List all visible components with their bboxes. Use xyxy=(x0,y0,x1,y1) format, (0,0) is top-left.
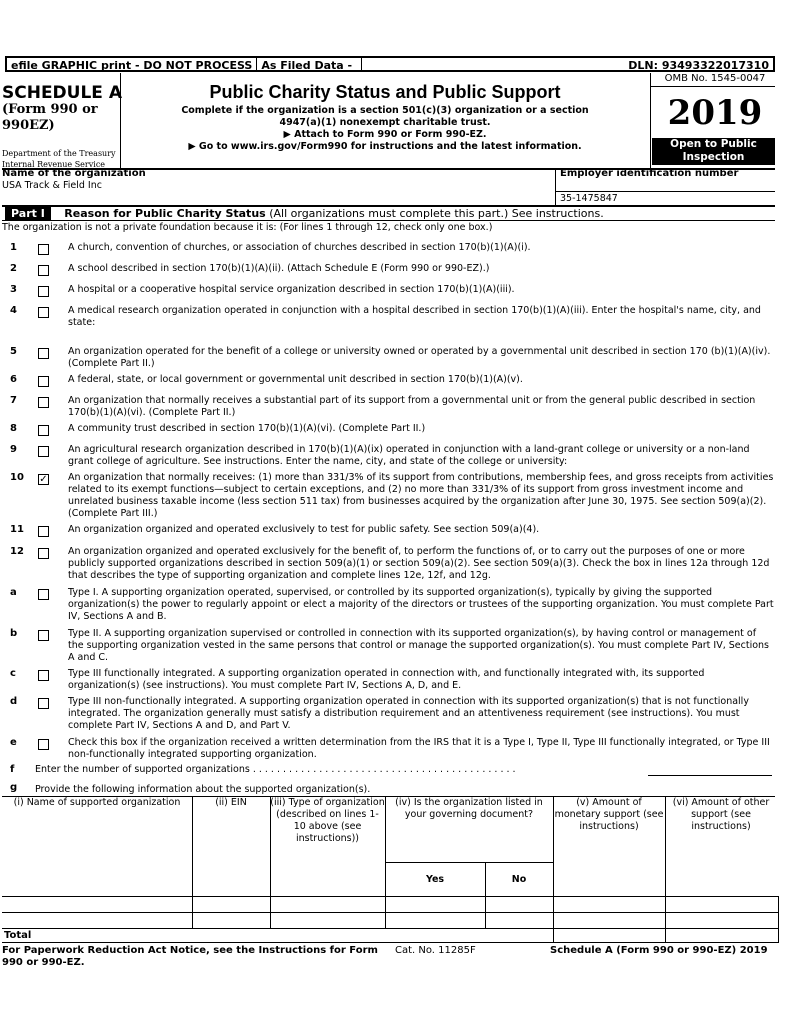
col-header-type: (iii) Type of organization (described on lines 1- 10 above (see instructions)) xyxy=(270,797,385,844)
org-name: USA Track & Field Inc xyxy=(2,180,102,191)
efile-label: efile GRAPHIC print - DO NOT PROCESS xyxy=(7,58,257,70)
tax-year: 2019 xyxy=(667,93,763,133)
checkbox-line-7[interactable] xyxy=(38,397,49,408)
line-num-9: 9 xyxy=(10,444,17,455)
checkbox-line-c[interactable] xyxy=(38,670,49,681)
checkbox-line-d[interactable] xyxy=(38,698,49,709)
checkbox-line-8[interactable] xyxy=(38,425,49,436)
checkbox-line-4[interactable] xyxy=(38,307,49,318)
line-text-3: A hospital or a cooperative hospital service organization described in section 170(b)(1)(A)(iii). xyxy=(68,284,515,295)
ein-label: Employer identification number xyxy=(560,168,739,179)
line-num-e: e xyxy=(10,737,17,748)
line-num-7: 7 xyxy=(10,395,17,406)
col-header-other: (vi) Amount of other support (see instructions) xyxy=(672,797,770,832)
line-text-10: An organization that normally receives: (1) more than 331/3% of its support from contributions, membership fees, and gross receipts from activities related to its exempt functions—subject to certain exceptions, and (2) no more than 331/3% of its support from gross investment income and unrelated business taxable income (less section 511 tax) from businesses acquired by the organization after June 30, 1975. See section 509(a)(2). (Complete Part III.) xyxy=(68,472,774,519)
line-text-6: A federal, state, or local government or governmental unit described in section 170(b)(1)(A)(v). xyxy=(68,374,523,385)
department-label: Department of the Treasury Internal Revenue Service xyxy=(2,149,116,169)
line-text-9: An agricultural research organization described in 170(b)(1)(A)(ix) operated in conjunction with a land-grant college or university or a non-land grant college of agriculture. See instructions. Enter the name, city, and state of the college or university: xyxy=(68,444,750,467)
line-num-f: f xyxy=(10,764,15,775)
col-header-name: (i) Name of supported organization xyxy=(13,797,181,808)
line-text-7: An organization that normally receives a substantial part of its support from a governmental unit or from the general public described in section 170(b)(1)(A)(vi). (Complete Part II.) xyxy=(68,395,756,418)
footer-schedule: Schedule A (Form 990 or 990-EZ) 2019 xyxy=(550,945,768,956)
line-num-b: b xyxy=(10,628,18,639)
line-text-2: A school described in section 170(b)(1)(A)(ii). (Attach Schedule E (Form 990 or 990-EZ).) xyxy=(68,263,490,274)
line-num-4: 4 xyxy=(10,305,17,316)
line-num-12: 12 xyxy=(10,546,24,557)
part1-label: Part I xyxy=(5,207,51,220)
catalog-number: Cat. No. 11285F xyxy=(395,945,476,956)
as-filed-label: As Filed Data - xyxy=(257,58,362,70)
checkbox-line-e[interactable] xyxy=(38,739,49,750)
open-to-public-badge: Open to Public Inspection xyxy=(652,138,775,165)
line-text-c: Type III functionally integrated. A supporting organization operated in connection with, and functionally integrated with, its supported organization(s) (see instructions). You must complete Part IV, Sections A, D, and E. xyxy=(68,668,705,691)
line-num-11: 11 xyxy=(10,524,24,535)
line-g-text: Provide the following information about the supported organization(s). xyxy=(35,784,371,795)
part1-intro: The organization is not a private foundation because it is: (For lines 1 through 12, check only one box.) xyxy=(2,222,493,233)
top-banner xyxy=(5,56,775,72)
line-num-8: 8 xyxy=(10,423,17,434)
dln-label: DLN: 93493322017310 xyxy=(628,59,769,72)
subtitle-line-3: ▶ Go to www.irs.gov/Form990 for instructions and the latest information. xyxy=(188,141,582,152)
checkbox-line-12[interactable] xyxy=(38,548,49,559)
omb-number: OMB No. 1545-0047 xyxy=(664,73,766,84)
line-text-e: Check this box if the organization received a written determination from the IRS that it is a Type I, Type II, Type III functionally integrated, or Type III non-functionally integrated supporting organization. xyxy=(68,737,770,760)
ein-value: 35-1475847 xyxy=(560,193,618,204)
line-num-10: 10 xyxy=(10,472,24,483)
line-num-c: c xyxy=(10,668,16,679)
checkbox-line-10[interactable]: ✓ xyxy=(39,474,48,485)
col-header-no: No xyxy=(511,874,527,885)
checkbox-line-3[interactable] xyxy=(38,286,49,297)
subtitle-line-1: Complete if the organization is a section 501(c)(3) organization or a section 4947(a)(1) nonexempt charitable trust. xyxy=(181,105,589,128)
line-num-1: 1 xyxy=(10,242,17,253)
checkbox-line-a[interactable] xyxy=(38,589,49,600)
total-label: Total xyxy=(4,930,32,941)
line-num-5: 5 xyxy=(10,346,17,357)
line-num-g: g xyxy=(10,782,18,793)
line-num-3: 3 xyxy=(10,284,17,295)
form-subtitle xyxy=(125,105,645,153)
checkbox-line-11[interactable] xyxy=(38,526,49,537)
checkbox-line-b[interactable] xyxy=(38,630,49,641)
leader-dots: . . . . . . . . . . . . . . . . . . . . . . . . . . . . . . . . . . . . . . . . . . . . xyxy=(249,764,516,775)
checkbox-line-2[interactable] xyxy=(38,265,49,276)
col-header-monetary: (v) Amount of monetary support (see instructions) xyxy=(554,797,664,832)
line-text-a: Type I. A supporting organization operated, supervised, or controlled by its supported organization(s), typically by giving the supported organization(s) the power to regularly appoint or elect a majority of the directors or trustees of the supporting organization. You must complete Part IV, Sections A and B. xyxy=(68,587,774,622)
line-text-8: A community trust described in section 170(b)(1)(A)(vi). (Complete Part II.) xyxy=(68,423,426,434)
line-text-12: An organization organized and operated exclusively for the benefit of, to perform the functions of, or to carry out the purposes of one or more publicly supported organizations described in section 509(a)(1) or section 509(a)(2). See section 509(a)(3). Check the box in lines 12a through 12d that describes the type of supporting organization and complete lines 12e, 12f, and 12g. xyxy=(68,546,770,581)
col-header-yes: Yes xyxy=(425,874,445,885)
line-f-label: Enter the number of supported organizations xyxy=(35,764,250,775)
form-reference: (Form 990 or 990EZ) xyxy=(2,102,98,133)
line-text-4: A medical research organization operated in conjunction with a hospital described in section 170(b)(1)(A)(iii). Enter the hospital's name, city, and state: xyxy=(68,305,761,328)
subtitle-line-2: ▶ Attach to Form 990 or Form 990-EZ. xyxy=(283,129,487,140)
schedule-title: SCHEDULE A xyxy=(2,83,122,103)
line-num-6: 6 xyxy=(10,374,17,385)
supported-orgs-count-field[interactable] xyxy=(648,775,772,776)
line-num-d: d xyxy=(10,696,18,707)
col-header-listed: (iv) Is the organization listed in your governing document? xyxy=(395,797,543,820)
line-text-b: Type II. A supporting organization supervised or controlled in connection with its supported organization(s), by having control or management of the supporting organization vested in the same persons that control or manage the supported organization(s). You must complete Part IV, Sections A and C. xyxy=(68,628,770,663)
part1-title: Reason for Public Charity Status xyxy=(64,207,266,220)
paperwork-notice: For Paperwork Reduction Act Notice, see the Instructions for Form 990 or 990-EZ. xyxy=(2,945,378,968)
line-num-2: 2 xyxy=(10,263,17,274)
checkbox-line-6[interactable] xyxy=(38,376,49,387)
col-header-ein: (ii) EIN xyxy=(215,797,247,808)
checkbox-line-1[interactable] xyxy=(38,244,49,255)
part1-title-note: (All organizations must complete this part.) See instructions. xyxy=(269,207,604,220)
line-text-1: A church, convention of churches, or association of churches described in section 170(b)(1)(A)(i). xyxy=(68,242,531,253)
part1-header xyxy=(5,207,604,220)
line-text-11: An organization organized and operated exclusively to test for public safety. See section 509(a)(4). xyxy=(68,524,540,535)
line-text-5: An organization operated for the benefit of a college or university owned or operated by a governmental unit described in section 170 (b)(1)(A)(iv). (Complete Part II.) xyxy=(68,346,771,369)
form-title: Public Charity Status and Public Support xyxy=(209,82,561,102)
checkbox-line-9[interactable] xyxy=(38,446,49,457)
line-f-text xyxy=(35,764,645,775)
checkbox-line-5[interactable] xyxy=(38,348,49,359)
line-num-a: a xyxy=(10,587,17,598)
org-name-label: Name of the organization xyxy=(2,168,146,179)
line-text-d: Type III non-functionally integrated. A supporting organization operated in connection with its supported organization(s) that is not functionally integrated. The organization generally must satisfy a distribution requirement and an attentiveness requirement (see instructions). You must complete Part IV, Sections A and D, and Part V. xyxy=(68,696,749,731)
